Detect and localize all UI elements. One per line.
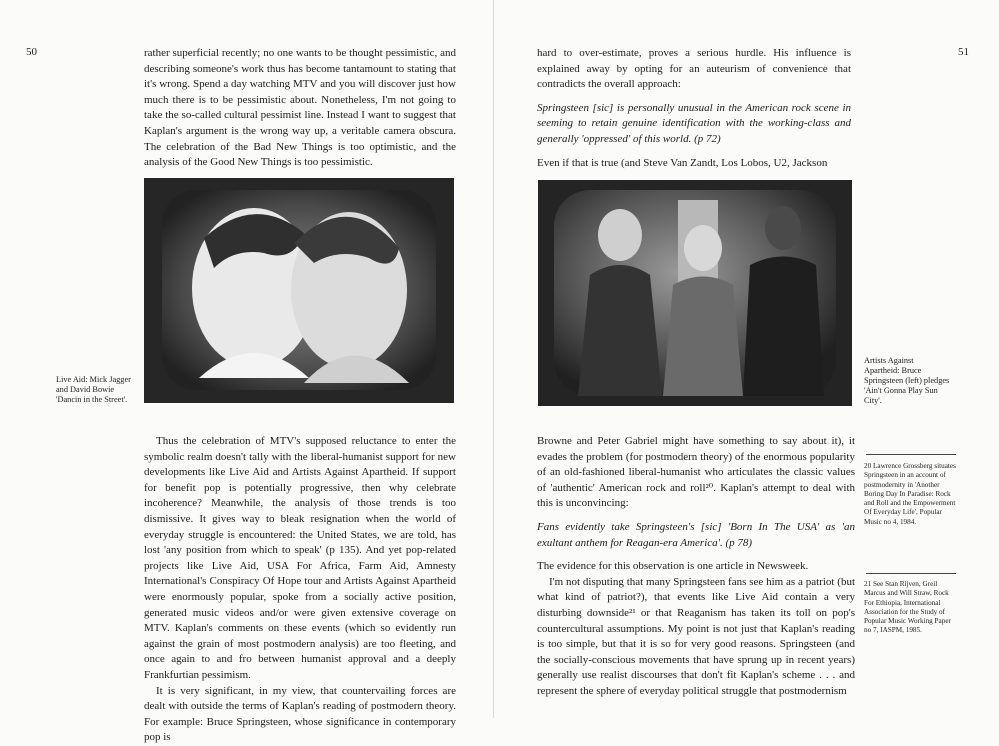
right-quote-2: Fans evidently take Springsteen's [sic] 'Born In The USA' as 'an exultant anthem for Reagan-era America'. (p 78) [537, 520, 855, 549]
footnote-21-text: See Stan Rijven, Greil Marcus and Will Straw, Rock For Ethiopia, International Association for the Study of Popular Music Working Paper no 7, IASPM, 1985. [864, 580, 951, 635]
right-paragraph-2: The evidence for this observation is one article in Newsweek. [537, 560, 809, 573]
left-top-paragraph: rather superficial recently; no one wants to be thought pessimistic, and describing someone's work thus has become tantamount to stating that it's wrong. Spend a day watching MTV and you will discover just how much there is to be pessimistic about. Nonetheless, I'm not going to take the so-called cultural pessimist line. Instead I want to suggest that Kaplan's argument is the wrong way up, a veritable camera obscura. The celebration of the Bad New Things is too optimistic, and the analysis of the Good New Things is too pessimistic. [144, 47, 456, 169]
apartheid-photo-image [538, 180, 852, 406]
footnote-20-text: Lawrence Grossberg situates Springsteen in an account of postmodernity in 'Another Boring Day In Paradise: Rock and Roll and the Empowerment Of Everyday Life', Popular Music no 4, 1984. [864, 462, 956, 526]
footnote-21-number: 21 [864, 580, 872, 588]
photo-live-aid [144, 178, 454, 403]
left-top-text [144, 46, 456, 171]
right-top-text [537, 46, 851, 171]
right-quote-1: Springsteen [sic] is personally unusual in the American rock scene in seeming to retain genuine identification with the working-class and generally 'oppressed' of this world. (p 72) [537, 101, 851, 145]
footnote-20-number: 20 [864, 462, 872, 470]
footnote-20 [864, 462, 956, 527]
right-photo-caption: Artists Against Apartheid: Bruce Springsteen (left) pledges 'Ain't Gonna Play Sun City'. [864, 356, 950, 405]
right-paragraph-3: I'm not disputing that many Springsteen fans see him as a patriot (but what kind of patriot?), that events like Live Aid contain a very disturbing downside²¹ or that Reaganism has taken its toll on pop's countercultural assumptions. My point is not just that Kaplan's reading is too simple, but that it is so for very good reasons. Springsteen (and the socially-conscious movements that have sprung up in recent years) generally use realist discourses that don't fit Kaplan's scheme . . . and represent the sphere of everyday political struggle that postmodernism [537, 575, 855, 697]
left-photo-caption: Live Aid: Mick Jagger and David Bowie 'Dancin in the Street'. [56, 375, 131, 404]
live-aid-photo-image [144, 178, 454, 403]
photo-artists-against-apartheid [538, 180, 852, 406]
page-number-right: 51 [958, 46, 969, 58]
footnote-rule-2 [866, 573, 956, 574]
left-body-text [144, 434, 456, 746]
right-paragraph-1: Browne and Peter Gabriel might have something to say about it), it evades the problem (for postmodern theory) of the enormous popularity of an old-fashioned liberal-humanist who articulates the classic values of 'authentic' American rock and roll²⁰. Kaplan's attempt to deal with this is unconvincing: [537, 435, 855, 510]
right-after-quote-1: Even if that is true (and Steve Van Zandt, Los Lobos, U2, Jackson [537, 156, 828, 169]
left-paragraph-2: It is very significant, in my view, that countervailing forces are dealt with outside the terms of Kaplan's reading of postmodern theory. For example: Bruce Springsteen, whose significance in contemporary pop is [144, 684, 456, 744]
footnote-rule-1 [866, 454, 956, 455]
left-paragraph-1: Thus the celebration of MTV's supposed reluctance to enter the symbolic realm doesn't tally with the liberal-humanist support for new developments like Live Aid and Artists Against Apartheid. If support for benefit pop is potentially progressive, then why celebrate incoherence? Meanwhile, the analysis of those trends is too dismissive. It gives way to bleak resignation when the world of everyday struggle is encountered: the United States, we are told, has lost 'any position from which to speak' (p 135). And yet pop-related projects like Live Aid, USA For Africa, Farm Aid, Amnesty International's Conspiracy Of Hope tour and Artists Against Apartheid were enormously popular, spoke from a socially active position, generated music videos and/or were given extensive coverage on MTV. Kaplan's comments on these events (which so evidently run against the grain of most postmodern analysis) are too fleeting, and once again to and fro between humanist approval and a deeply Frankfurtian pessimism. [144, 435, 456, 681]
book-gutter [493, 0, 494, 718]
page-number-left: 50 [26, 46, 37, 58]
right-top-paragraph: hard to over-estimate, proves a serious hurdle. His influence is explained away by opting for an auteurism of convenience that contradicts the overall approach: [537, 47, 851, 91]
footnote-21 [864, 580, 956, 636]
right-body-text [537, 434, 855, 700]
